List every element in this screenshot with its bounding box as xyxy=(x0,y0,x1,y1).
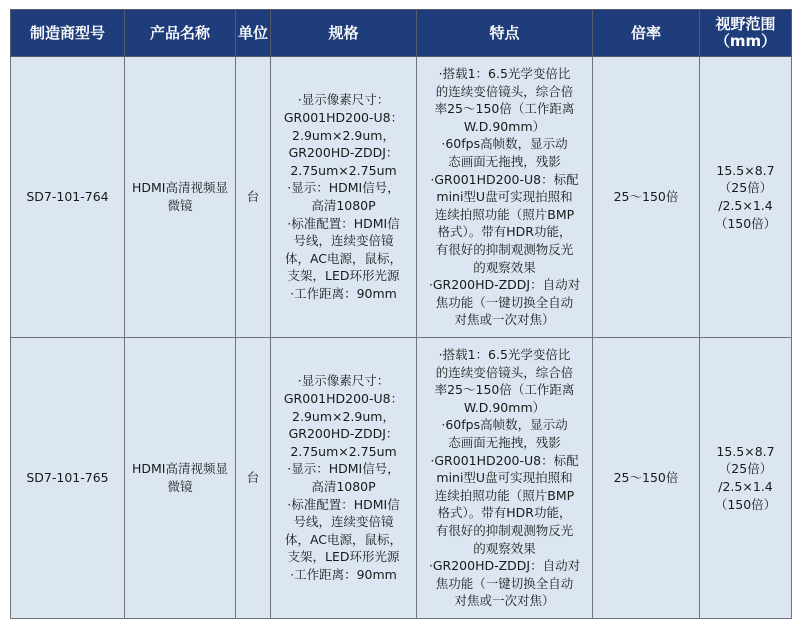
feature-line: 连续拍照功能（照片BMP xyxy=(434,487,575,503)
header-product-name: 产品名称 xyxy=(125,10,236,57)
cell-model: SD7-101-765 xyxy=(11,338,125,619)
spec-line: 高清1080P xyxy=(311,198,376,213)
cell-features xyxy=(417,338,593,619)
spec-line: 高清1080P xyxy=(311,479,376,494)
spec-line: GR001HD200-U8： xyxy=(283,391,404,407)
cell-product-name: HDMI高清视频显微镜 xyxy=(125,57,236,338)
feature-line: 率25～150倍（工作距离 xyxy=(434,101,575,117)
feature-line: ·搭载1：6.5光学变倍比 xyxy=(438,347,571,363)
fov-line: /2.5×1.4 xyxy=(718,198,773,213)
spec-line: 2.9um×2.9um， xyxy=(292,127,395,143)
feature-line: ·搭载1：6.5光学变倍比 xyxy=(438,66,571,82)
header-model: 制造商型号 xyxy=(11,10,125,57)
feature-line: ·GR200HD-ZDDJ：自动对 xyxy=(428,277,581,293)
spec-line: 体，AC电源，鼠标， xyxy=(284,531,403,547)
feature-line: 的观察效果 xyxy=(473,259,536,275)
header-magnification: 倍率 xyxy=(593,10,700,57)
feature-line: 率25～150倍（工作距离 xyxy=(434,382,575,398)
table-row xyxy=(11,57,792,338)
cell-spec xyxy=(271,57,417,338)
spec-line: GR001HD200-U8： xyxy=(283,110,404,126)
fov-line: （150倍） xyxy=(714,215,777,231)
feature-line: 有很好的抑制观测物反光 xyxy=(435,241,574,257)
feature-line: 态画面无拖拽，残影 xyxy=(448,154,561,170)
feature-line: ·GR001HD200-U8：标配 xyxy=(430,171,579,187)
cell-field-of-view xyxy=(700,57,792,338)
spec-line: ·显示像素尺寸： xyxy=(297,92,390,108)
cell-unit: 台 xyxy=(236,338,271,619)
header-unit: 单位 xyxy=(236,10,271,57)
spec-line: ·工作距离：90mm xyxy=(290,285,397,301)
feature-line: 焦功能（一键切换全自动 xyxy=(435,294,574,310)
spec-line: 支架，LED环形光源 xyxy=(287,549,400,565)
spec-line: 号线，连续变倍镜 xyxy=(293,233,394,249)
feature-line: 的连续变倍镜头，综合倍 xyxy=(435,83,574,99)
header-row xyxy=(11,10,792,57)
spec-line: 2.9um×2.9um， xyxy=(292,408,395,424)
feature-line: W.D.90mm） xyxy=(463,118,546,134)
spec-line: 2.75um×2.75um xyxy=(290,162,397,178)
feature-line: 对焦或一次对焦） xyxy=(454,312,555,328)
cell-product-name: HDMI高清视频显微镜 xyxy=(125,338,236,619)
feature-line: mini型U盘可实现拍照和 xyxy=(436,189,573,205)
feature-line: ·GR001HD200-U8：标配 xyxy=(430,452,579,468)
spec-line: 体，AC电源，鼠标， xyxy=(284,250,403,266)
feature-line: 态画面无拖拽，残影 xyxy=(448,435,561,451)
cell-magnification: 25～150倍 xyxy=(593,57,700,338)
fov-line: 15.5×8.7 xyxy=(716,162,775,178)
feature-line: ·60fps高帧数，显示动 xyxy=(441,417,568,433)
spec-line: ·标准配置：HDMI信 xyxy=(287,496,400,512)
feature-line: 格式）。带有HDR功能， xyxy=(437,224,572,240)
spec-line: ·工作距离：90mm xyxy=(290,566,397,582)
cell-model: SD7-101-764 xyxy=(11,57,125,338)
spec-line: ·显示：HDMI信号， xyxy=(287,461,400,477)
feature-line: ·60fps高帧数，显示动 xyxy=(441,136,568,152)
cell-spec xyxy=(271,338,417,619)
fov-line: （25倍） xyxy=(718,461,773,477)
feature-line: ·GR200HD-ZDDJ：自动对 xyxy=(428,558,581,574)
fov-line: （25倍） xyxy=(718,180,773,196)
spec-line: GR200HD-ZDDJ： xyxy=(288,426,399,442)
header-spec: 规格 xyxy=(271,10,417,57)
cell-features xyxy=(417,57,593,338)
cell-field-of-view xyxy=(700,338,792,619)
fov-line: /2.5×1.4 xyxy=(718,479,773,494)
feature-line: 连续拍照功能（照片BMP xyxy=(434,206,575,222)
header-field-of-view: 视野范围 （mm） xyxy=(700,10,792,57)
feature-line: 有很好的抑制观测物反光 xyxy=(435,522,574,538)
spec-line: 支架，LED环形光源 xyxy=(287,268,400,284)
spec-line: ·显示：HDMI信号， xyxy=(287,180,400,196)
feature-line: 的观察效果 xyxy=(473,540,536,556)
feature-line: 格式）。带有HDR功能， xyxy=(437,505,572,521)
spec-line: GR200HD-ZDDJ： xyxy=(288,145,399,161)
cell-unit: 台 xyxy=(236,57,271,338)
spec-line: 号线，连续变倍镜 xyxy=(293,514,394,530)
product-table xyxy=(10,9,792,619)
feature-line: 的连续变倍镜头，综合倍 xyxy=(435,364,574,380)
feature-line: W.D.90mm） xyxy=(463,399,546,415)
cell-magnification: 25～150倍 xyxy=(593,338,700,619)
spec-line: ·标准配置：HDMI信 xyxy=(287,215,400,231)
header-features: 特点 xyxy=(417,10,593,57)
fov-line: （150倍） xyxy=(714,496,777,512)
feature-line: 对焦或一次对焦） xyxy=(454,593,555,609)
spec-line: ·显示像素尺寸： xyxy=(297,373,390,389)
fov-line: 15.5×8.7 xyxy=(716,443,775,459)
table-row xyxy=(11,338,792,619)
spec-line: 2.75um×2.75um xyxy=(290,443,397,459)
feature-line: 焦功能（一键切换全自动 xyxy=(435,575,574,591)
feature-line: mini型U盘可实现拍照和 xyxy=(436,470,573,486)
